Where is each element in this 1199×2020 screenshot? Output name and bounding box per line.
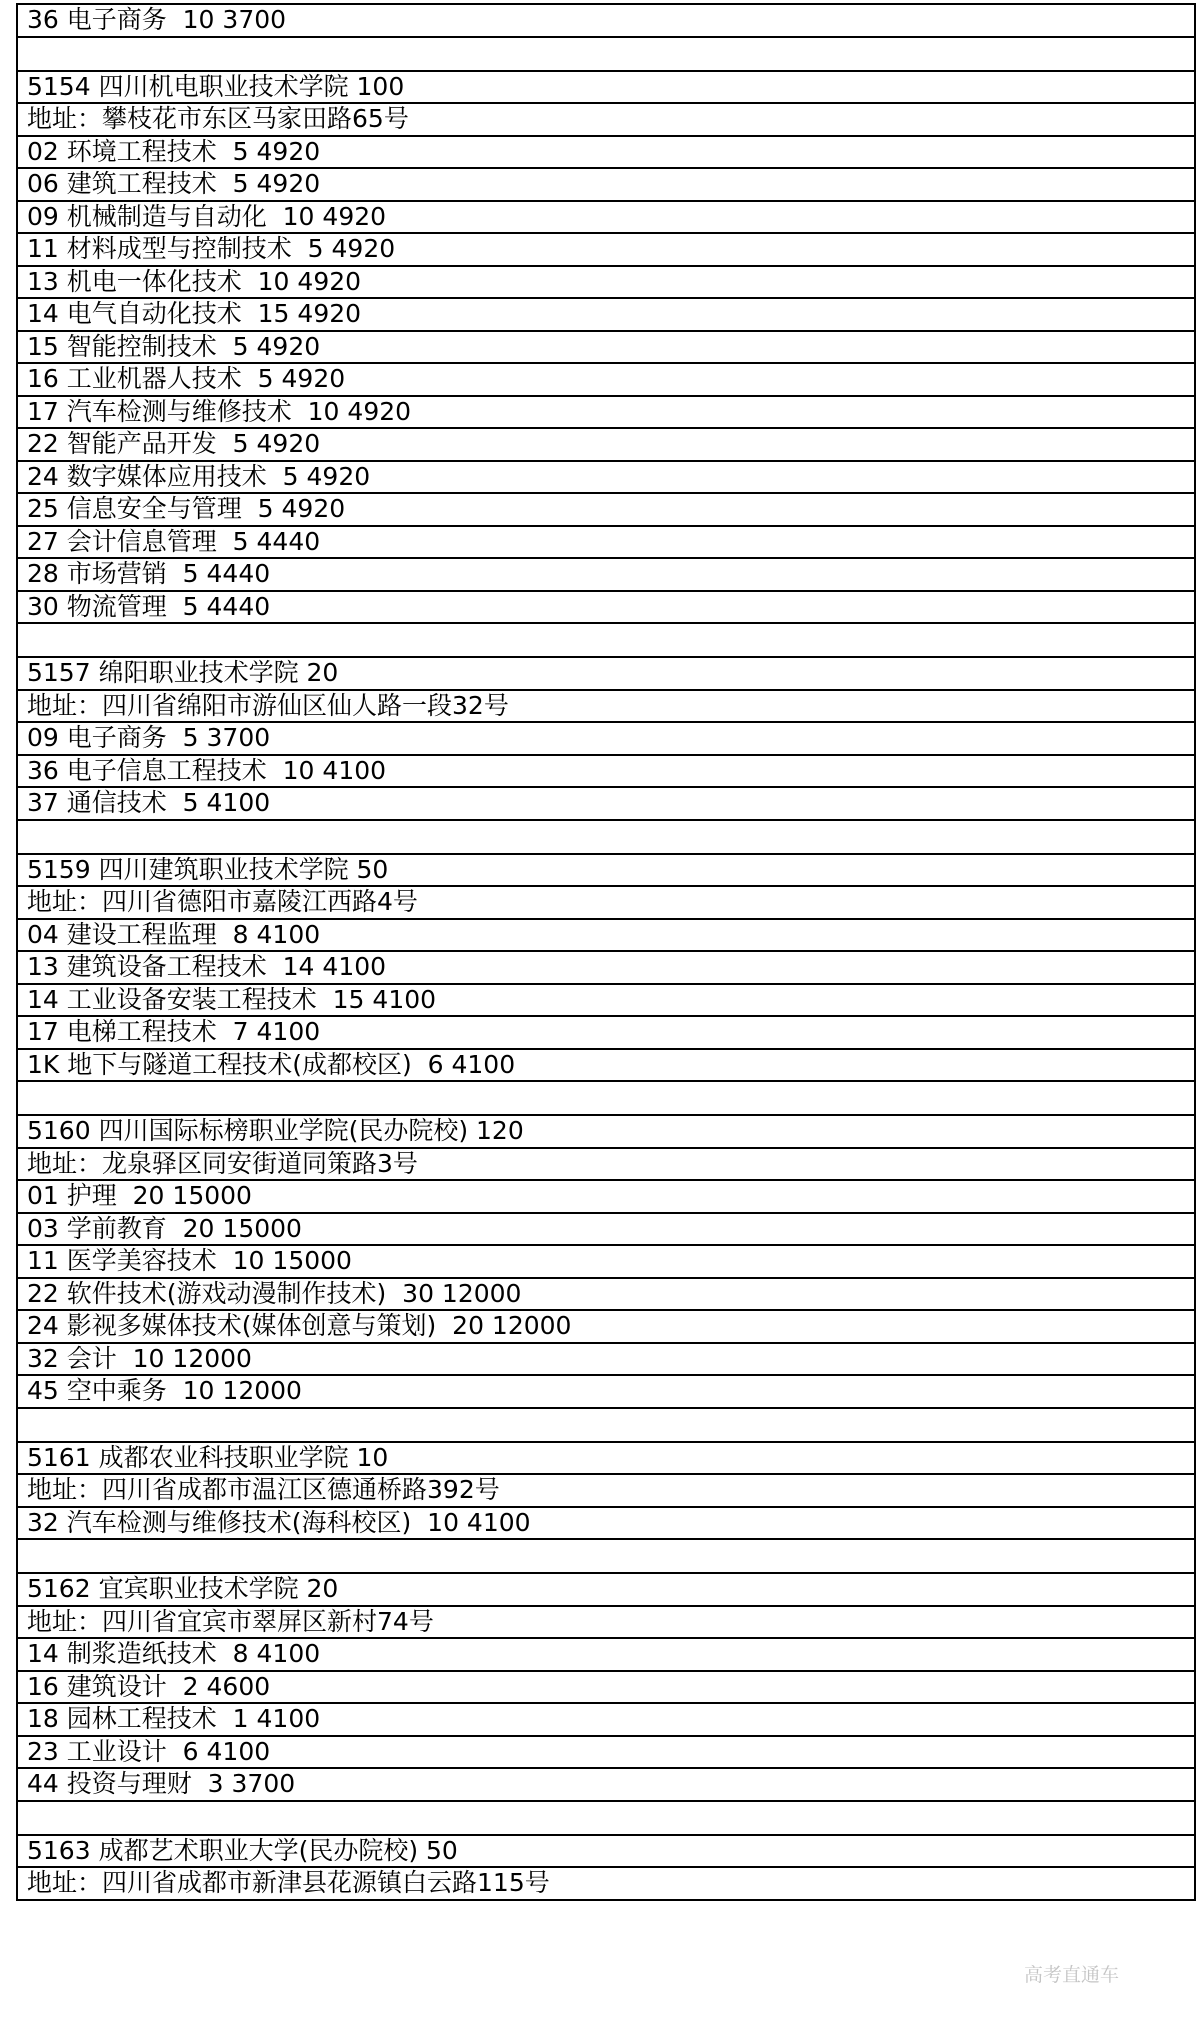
major-row xyxy=(17,363,1195,396)
watermark-text: 高考直通车 xyxy=(1023,1964,1119,1986)
blank-cell xyxy=(17,1801,1195,1835)
blank-row xyxy=(17,623,1195,657)
school-header-row xyxy=(17,1442,1195,1475)
major-row xyxy=(17,1180,1195,1213)
blank-cell xyxy=(17,37,1195,71)
blank-cell xyxy=(17,1081,1195,1115)
major-cell: 11 材料成型与控制技术 5 4920 xyxy=(17,233,1195,266)
major-cell: 15 智能控制技术 5 4920 xyxy=(17,331,1195,364)
major-cell: 32 汽车检测与维修技术(海科校区) 10 4100 xyxy=(17,1507,1195,1540)
address-cell: 地址：四川省成都市新津县花源镇白云路115号 xyxy=(17,1867,1195,1900)
major-cell: 18 园林工程技术 1 4100 xyxy=(17,1703,1195,1736)
major-row xyxy=(17,1375,1195,1408)
major-cell: 09 机械制造与自动化 10 4920 xyxy=(17,201,1195,234)
major-cell: 13 建筑设备工程技术 14 4100 xyxy=(17,951,1195,984)
major-row xyxy=(17,1671,1195,1704)
major-cell: 02 环境工程技术 5 4920 xyxy=(17,136,1195,169)
major-row xyxy=(17,755,1195,788)
school-header-cell: 5159 四川建筑职业技术学院 50 xyxy=(17,854,1195,887)
major-row xyxy=(17,1638,1195,1671)
major-row xyxy=(17,1703,1195,1736)
major-row xyxy=(17,1278,1195,1311)
major-cell: 1K 地下与隧道工程技术(成都校区) 6 4100 xyxy=(17,1049,1195,1082)
blank-cell xyxy=(17,1539,1195,1573)
major-row xyxy=(17,201,1195,234)
major-cell: 09 电子商务 5 3700 xyxy=(17,722,1195,755)
major-row xyxy=(17,951,1195,984)
blank-row xyxy=(17,820,1195,854)
major-cell: 01 护理 20 15000 xyxy=(17,1180,1195,1213)
major-row xyxy=(17,1507,1195,1540)
major-cell: 03 学前教育 20 15000 xyxy=(17,1213,1195,1246)
major-cell: 27 会计信息管理 5 4440 xyxy=(17,526,1195,559)
blank-row xyxy=(17,1801,1195,1835)
major-row xyxy=(17,298,1195,331)
major-row xyxy=(17,984,1195,1017)
major-row xyxy=(17,461,1195,494)
school-header-cell: 5161 成都农业科技职业学院 10 xyxy=(17,1442,1195,1475)
major-cell: 25 信息安全与管理 5 4920 xyxy=(17,493,1195,526)
major-cell: 28 市场营销 5 4440 xyxy=(17,558,1195,591)
address-cell: 地址：四川省宜宾市翠屏区新村74号 xyxy=(17,1606,1195,1639)
major-row xyxy=(17,526,1195,559)
address-row xyxy=(17,1606,1195,1639)
major-cell: 32 会计 10 12000 xyxy=(17,1343,1195,1376)
major-row xyxy=(17,1343,1195,1376)
address-cell: 地址：四川省绵阳市游仙区仙人路一段32号 xyxy=(17,690,1195,723)
major-cell: 23 工业设计 6 4100 xyxy=(17,1736,1195,1769)
major-cell: 14 制浆造纸技术 8 4100 xyxy=(17,1638,1195,1671)
blank-row xyxy=(17,1539,1195,1573)
major-cell: 16 建筑设计 2 4600 xyxy=(17,1671,1195,1704)
major-cell: 22 软件技术(游戏动漫制作技术) 30 12000 xyxy=(17,1278,1195,1311)
major-row xyxy=(17,168,1195,201)
school-header-row xyxy=(17,1835,1195,1868)
address-row xyxy=(17,1148,1195,1181)
blank-cell xyxy=(17,820,1195,854)
major-row xyxy=(17,722,1195,755)
school-header-row xyxy=(17,854,1195,887)
blank-cell xyxy=(17,623,1195,657)
enrollment-plan-table xyxy=(16,3,1196,1901)
address-row xyxy=(17,690,1195,723)
major-cell: 17 电梯工程技术 7 4100 xyxy=(17,1016,1195,1049)
blank-row xyxy=(17,1408,1195,1442)
major-cell: 14 电气自动化技术 15 4920 xyxy=(17,298,1195,331)
major-cell: 37 通信技术 5 4100 xyxy=(17,787,1195,820)
major-cell: 36 电子商务 10 3700 xyxy=(17,4,1195,37)
major-cell: 13 机电一体化技术 10 4920 xyxy=(17,266,1195,299)
major-cell: 30 物流管理 5 4440 xyxy=(17,591,1195,624)
major-cell: 44 投资与理财 3 3700 xyxy=(17,1768,1195,1801)
major-row xyxy=(17,493,1195,526)
major-row xyxy=(17,1768,1195,1801)
major-cell: 45 空中乘务 10 12000 xyxy=(17,1375,1195,1408)
school-header-cell: 5163 成都艺术职业大学(民办院校) 50 xyxy=(17,1835,1195,1868)
major-row xyxy=(17,558,1195,591)
school-header-row xyxy=(17,1573,1195,1606)
major-row xyxy=(17,1736,1195,1769)
major-row xyxy=(17,1213,1195,1246)
major-cell: 24 数字媒体应用技术 5 4920 xyxy=(17,461,1195,494)
school-header-cell: 5160 四川国际标榜职业学院(民办院校) 120 xyxy=(17,1115,1195,1148)
major-row xyxy=(17,266,1195,299)
major-row xyxy=(17,1245,1195,1278)
address-cell: 地址：攀枝花市东区马家田路65号 xyxy=(17,103,1195,136)
major-cell: 16 工业机器人技术 5 4920 xyxy=(17,363,1195,396)
school-header-row xyxy=(17,1115,1195,1148)
major-row xyxy=(17,136,1195,169)
address-row xyxy=(17,1867,1195,1900)
school-header-cell: 5154 四川机电职业技术学院 100 xyxy=(17,71,1195,104)
major-cell: 24 影视多媒体技术(媒体创意与策划) 20 12000 xyxy=(17,1310,1195,1343)
major-row xyxy=(17,331,1195,364)
major-cell: 14 工业设备安装工程技术 15 4100 xyxy=(17,984,1195,1017)
address-row xyxy=(17,1474,1195,1507)
major-row xyxy=(17,428,1195,461)
major-cell: 06 建筑工程技术 5 4920 xyxy=(17,168,1195,201)
school-header-cell: 5162 宜宾职业技术学院 20 xyxy=(17,1573,1195,1606)
address-cell: 地址：龙泉驿区同安街道同策路3号 xyxy=(17,1148,1195,1181)
address-row xyxy=(17,103,1195,136)
major-row xyxy=(17,591,1195,624)
major-cell: 17 汽车检测与维修技术 10 4920 xyxy=(17,396,1195,429)
school-header-cell: 5157 绵阳职业技术学院 20 xyxy=(17,657,1195,690)
address-cell: 地址：四川省德阳市嘉陵江西路4号 xyxy=(17,886,1195,919)
blank-row xyxy=(17,37,1195,71)
major-row xyxy=(17,787,1195,820)
major-cell: 11 医学美容技术 10 15000 xyxy=(17,1245,1195,1278)
major-row xyxy=(17,4,1195,37)
major-row xyxy=(17,1016,1195,1049)
major-row xyxy=(17,919,1195,952)
school-header-row xyxy=(17,657,1195,690)
major-row xyxy=(17,396,1195,429)
major-row xyxy=(17,1049,1195,1082)
major-row xyxy=(17,1310,1195,1343)
blank-cell xyxy=(17,1408,1195,1442)
blank-row xyxy=(17,1081,1195,1115)
address-cell: 地址：四川省成都市温江区德通桥路392号 xyxy=(17,1474,1195,1507)
major-cell: 22 智能产品开发 5 4920 xyxy=(17,428,1195,461)
major-cell: 04 建设工程监理 8 4100 xyxy=(17,919,1195,952)
school-header-row xyxy=(17,71,1195,104)
address-row xyxy=(17,886,1195,919)
major-cell: 36 电子信息工程技术 10 4100 xyxy=(17,755,1195,788)
major-row xyxy=(17,233,1195,266)
